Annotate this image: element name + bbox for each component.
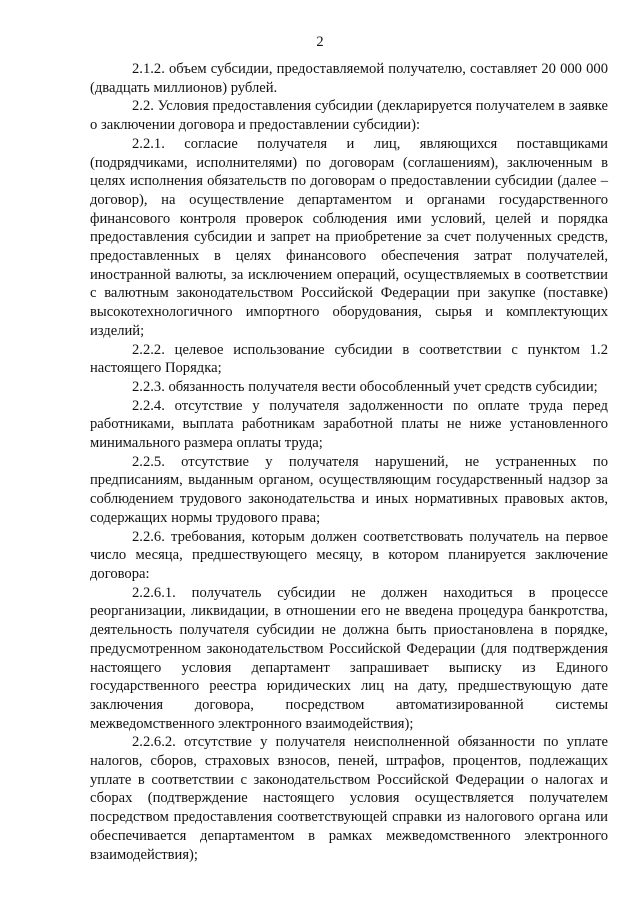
- document-body: [90, 60, 608, 864]
- page-number: 2: [316, 34, 324, 50]
- paragraph-2-1-2: 2.1.2. объем субсидии, предоставляемой получателю, составляет 20 000 000 (двадцать миллионов) рублей.: [90, 61, 608, 96]
- paragraph-2-2-4: 2.2.4. отсутствие у получателя задолженности по оплате труда перед работниками, выплата работникам заработной платы не ниже установленного минимального размера оплаты труда;: [90, 397, 608, 452]
- paragraph-2-2-5: 2.2.5. отсутствие у получателя нарушений, не устраненных по предписаниям, выданным органом, осуществляющим государственный надзор за соблюдением трудового законодательства и иных нормативных правовых актов, содержащих нормы трудового права;: [90, 453, 608, 526]
- paragraph-2-2: 2.2. Условия предоставления субсидии (декларируется получателем в заявке о заключении договора и предоставлении субсидии):: [90, 98, 608, 134]
- paragraph-2-2-1: 2.2.1. согласие получателя и лиц, являющихся поставщиками (подрядчиками, исполнителями) по договорам (соглашениям), заключенным в целях исполнения обязательств по договорам о предоставлении субсидии (далее – договор), на осуществление департаментом и органами государственного финансового контроля проверок соблюдения ими условий, целей и порядка предоставления субсидии и запрет на приобретение за счет полученных средств, предоставленных в целях финансового обеспечения затрат получателей, иностранной валюты, за исключением операций, осуществляемых в соответствии с валютным законодательством Российской Федерации при закупке (поставке) высокотехнологичного импортного оборудования, сырья и комплектующих изделий;: [90, 135, 608, 339]
- paragraph-2-2-6-1: 2.2.6.1. получатель субсидии не должен находиться в процессе реорганизации, ликвидации, в отношении его не введена процедура банкротства, деятельность получателя субсидии не должна быть приостановлена в порядке, предусмотренном законодательством Российской Федерации (для подтверждения настоящего условия департамент запрашивает выписку из Единого государственного реестра юридических лиц на дату, предшествующую дате заключения договора, посредством автоматизированной системы межведомственного электронного взаимодействия);: [90, 584, 608, 732]
- paragraph-2-2-2: 2.2.2. целевое использование субсидии в соответствии с пунктом 1.2 настоящего Порядка;: [90, 341, 608, 377]
- paragraph-2-2-6-2: 2.2.6.2. отсутствие у получателя неисполненной обязанности по уплате налогов, сборов, страховых взносов, пеней, штрафов, процентов, подлежащих уплате в соответствии с законодательством Российской Федерации о налогах и сборах (подтверждение настоящего условия осуществляется получателем посредством предоставления соответствующей справки из налогового органа или обеспечивается департаментом в рамках межведомственного электронного взаимодействия);: [90, 734, 608, 863]
- paragraph-2-2-3: 2.2.3. обязанность получателя вести обособленный учет средств субсидии;: [132, 378, 598, 395]
- paragraph-2-2-6: 2.2.6. требования, которым должен соответствовать получатель на первое число месяца, предшествующего месяцу, в котором планируется заключение договора:: [90, 528, 608, 582]
